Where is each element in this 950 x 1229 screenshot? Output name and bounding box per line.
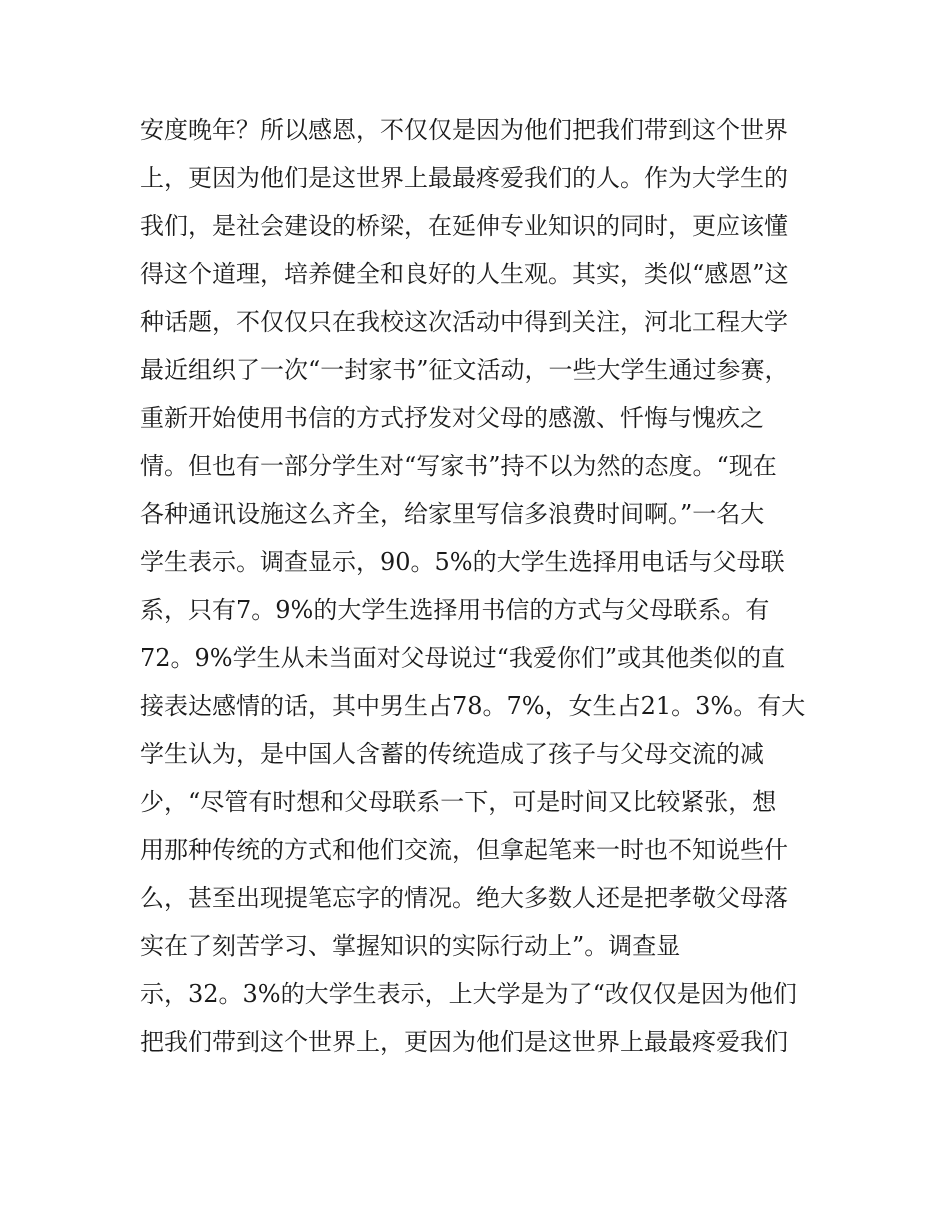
text-line: 各种通讯设施这么齐全，给家里写信多浪费时间啊。”一名大 <box>140 500 765 528</box>
text-line: 学生认为，是中国人含蓄的传统造成了孩子与父母交流的减 <box>140 740 764 768</box>
text-line: 重新开始使用书信的方式抒发对父母的感激、忏悔与愧疚之 <box>140 404 764 432</box>
text-line: 么，甚至出现提笔忘字的情况。绝大多数人还是把孝敬父母落 <box>140 884 788 912</box>
text-line: 种话题，不仅仅只在我校这次活动中得到关注，河北工程大学 <box>140 308 788 336</box>
text-line: 72。9%学生从未当面对父母说过“我爱你们”或其他类似的直 <box>140 644 786 672</box>
text-line: 上，更因为他们是这世界上最最疼爱我们的人。作为大学生的 <box>140 164 788 192</box>
text-line: 情。但也有一部分学生对“写家书”持不以为然的态度。“现在 <box>140 452 777 480</box>
text-line: 安度晚年？所以感恩，不仅仅是因为他们把我们带到这个世界 <box>140 116 788 144</box>
text-line: 把我们带到这个世界上，更因为他们是这世界上最最疼爱我们 <box>140 1028 788 1056</box>
text-line: 接表达感情的话，其中男生占78。7%，女生占21。3%。有大 <box>140 692 806 720</box>
text-line: 系，只有7。9%的大学生选择用书信的方式与父母联系。有 <box>140 596 770 624</box>
text-line: 我们，是社会建设的桥梁，在延伸专业知识的同时，更应该懂 <box>140 212 788 240</box>
text-line: 示，32。3%的大学生表示，上大学是为了“改仅仅是因为他们 <box>140 980 797 1008</box>
text-line: 实在了刻苦学习、掌握知识的实际行动上”。调查显 <box>140 932 681 960</box>
body-text <box>140 106 820 1066</box>
text-line: 用那种传统的方式和他们交流，但拿起笔来一时也不知说些什 <box>140 836 788 864</box>
text-line: 少，“尽管有时想和父母联系一下，可是时间又比较紧张，想 <box>140 788 777 816</box>
text-line: 得这个道理，培养健全和良好的人生观。其实，类似“感恩”这 <box>140 260 789 288</box>
text-line: 学生表示。调查显示，90。5%的大学生选择用电话与父母联 <box>140 548 785 576</box>
text-line: 最近组织了一次“一封家书”征文活动，一些大学生通过参赛， <box>140 356 789 384</box>
